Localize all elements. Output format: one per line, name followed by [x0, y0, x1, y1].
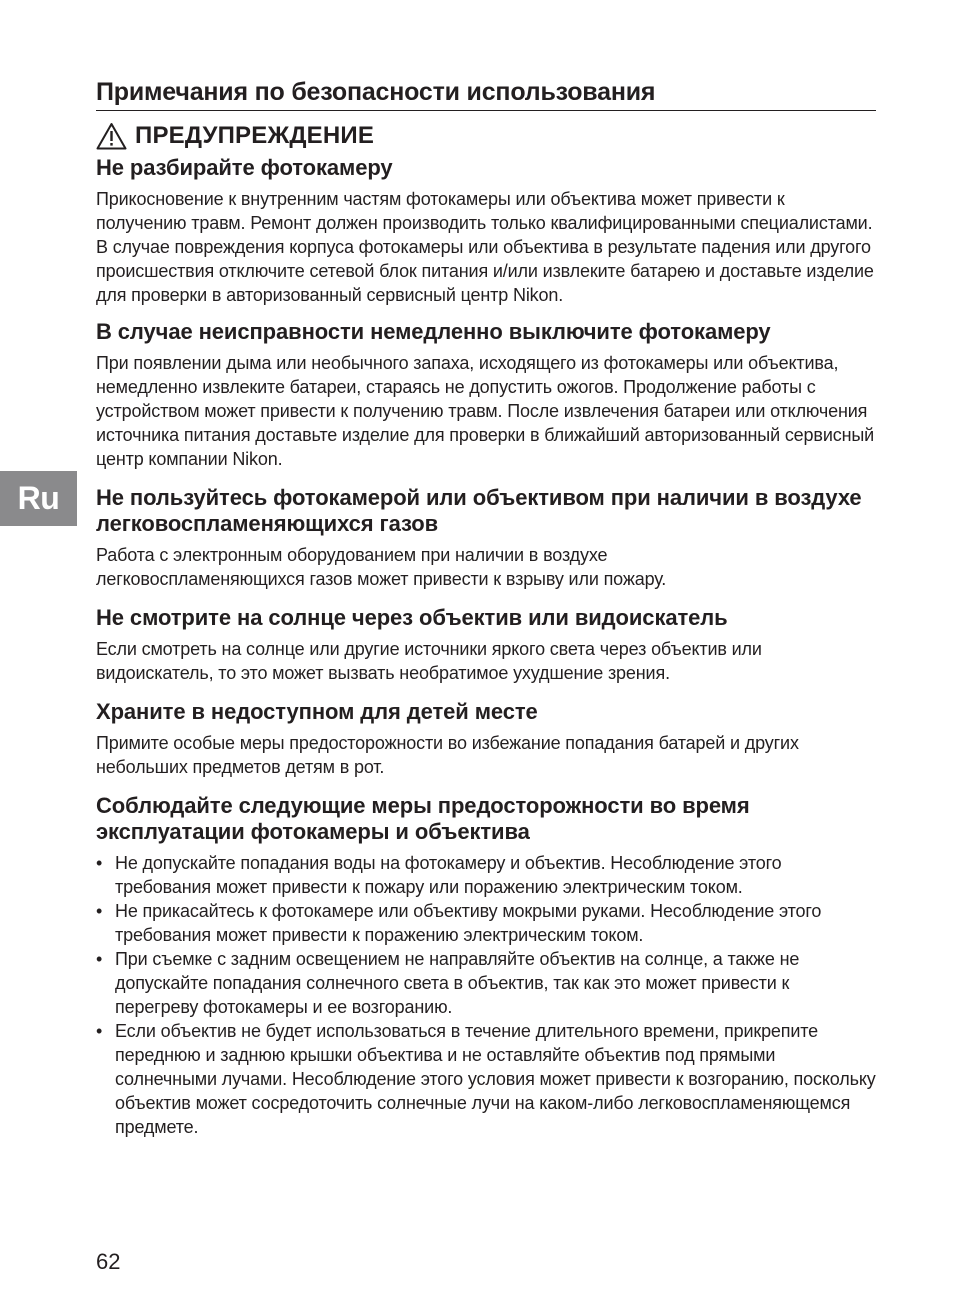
list-item-text: Не допускайте попадания воды на фотокамеру и объектив. Несоблюдение этого требования может привести к пожару или поражению электрическим током.: [115, 853, 782, 897]
section-sun-viewfinder: [96, 605, 876, 685]
page-content: [96, 76, 876, 1139]
bullet-glyph: •: [96, 1021, 103, 1041]
section-heading: Храните в недоступном для детей месте: [96, 699, 538, 724]
list-item-text: При съемке с задним освещением не направляйте объектив на солнце, а также не допускайте попадания солнечного света в объектив, так как это может привести к перегреву фотокамеры и ее возгоранию.: [115, 949, 800, 1017]
section-body: Работа с электронным оборудованием при наличии в воздухе легковоспламеняющихся газов может привести к взрыву или пожару.: [96, 545, 667, 589]
language-tab: Ru: [0, 471, 77, 526]
warning-triangle-icon: [96, 122, 127, 150]
section-heading: В случае неисправности немедленно выключите фотокамеру: [96, 319, 771, 344]
list-item: [96, 899, 876, 947]
section-body: Примите особые меры предосторожности во избежание попадания батарей и других небольших предметов детям в рот.: [96, 733, 799, 777]
list-item: [96, 1019, 876, 1139]
section-disassembly: [96, 155, 876, 307]
section-body: Если смотреть на солнце или другие источники яркого света через объектив или видоискатель, то это может вызвать необратимое ухудшение зрения.: [96, 639, 762, 683]
section-heading: Не разбирайте фотокамеру: [96, 155, 393, 180]
precautions-list: [96, 851, 876, 1139]
bullet-glyph: •: [96, 901, 103, 921]
section-heading: Соблюдайте следующие меры предосторожности во время эксплуатации фотокамеры и объектива: [96, 793, 750, 844]
page-number: 62: [96, 1249, 121, 1274]
bullet-glyph: •: [96, 949, 103, 969]
section-heading: Не пользуйтесь фотокамерой или объективом при наличии в воздухе легковоспламеняющихся газов: [96, 485, 862, 536]
bullet-glyph: •: [96, 853, 103, 873]
section-malfunction: [96, 319, 876, 471]
section-flammable-gas: [96, 485, 876, 591]
page-title: Примечания по безопасности использования: [96, 78, 656, 106]
warning-banner: [96, 121, 876, 151]
list-item-text: Если объектив не будет использоваться в течение длительного времени, прикрепите переднюю и заднюю крышки объектива и не оставляйте объектив под прямыми солнечными лучами. Несоблюдение этого условия может привести к возгоранию, поскольку объектив может сосредоточить солнечные лучи на каком-либо легковоспламеняющемся предмете.: [115, 1021, 876, 1137]
title-divider: [96, 110, 876, 111]
list-item-text: Не прикасайтесь к фотокамере или объективу мокрыми руками. Несоблюдение этого требования может привести к поражению электрическим током.: [115, 901, 822, 945]
section-heading: Не смотрите на солнце через объектив или видоискатель: [96, 605, 728, 630]
list-item: [96, 947, 876, 1019]
section-body: При появлении дыма или необычного запаха, исходящего из фотокамеры или объектива, немедленно извлеките батареи, стараясь не допустить ожогов. Продолжение работы с устройством может привести к получению травм. После извлечения батареи или отключения источника питания доставьте изделие для проверки в ближайший авторизованный сервисный центр компании Nikon.: [96, 353, 875, 469]
section-body: Прикосновение к внутренним частям фотокамеры или объектива может привести к получению травм. Ремонт должен производить только квалифицированными специалистами. В случае повреждения корпуса фотокамеры или объектива в результате падения или другого происшествия отключите сетевой блок питания и/или извлеките батарею и доставьте изделие для проверки в авторизованный сервисный центр Nikon.: [96, 189, 874, 305]
section-precautions: [96, 793, 876, 1139]
list-item: [96, 851, 876, 899]
warning-label: ПРЕДУПРЕЖДЕНИЕ: [135, 122, 375, 149]
section-children: [96, 699, 876, 779]
